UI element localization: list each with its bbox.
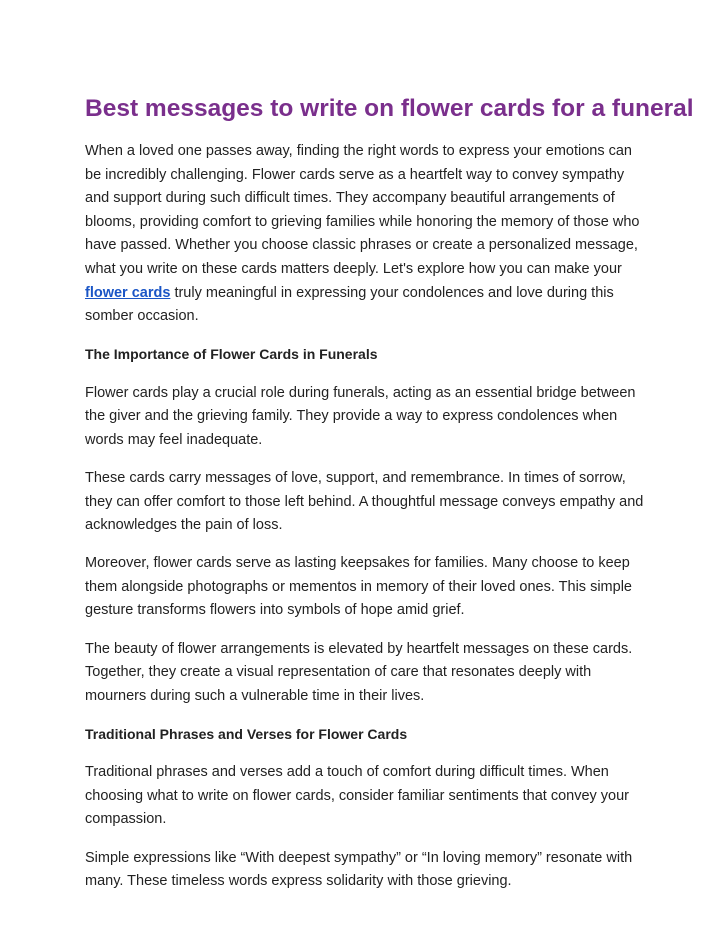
article-body [85,140,645,908]
intro-text-after-link: truly meaningful in expressing your condolences and love during this somber occasion. [85,284,614,325]
section-heading-traditional-phrases: Traditional Phrases and Verses for Flower Cards [85,726,408,743]
section-heading-importance: The Importance of Flower Cards in Funerals [85,346,378,363]
intro-paragraph [85,140,645,329]
paragraph: These cards carry messages of love, support, and remembrance. In times of sorrow, they can offer comfort to those left behind. A thoughtful message conveys empathy and acknowledges the pain of loss. [85,469,644,534]
paragraph: The beauty of flower arrangements is elevated by heartfelt messages on these cards. Together, they create a visual representation of care that resonates deeply with mourners during such a vulnerable time in their lives. [85,640,633,704]
paragraph: Traditional phrases and verses add a touch of comfort during difficult times. When choosing what to write on flower cards, consider familiar sentiments that convey your compassion. [85,764,629,828]
paragraph: Moreover, flower cards serve as lasting keepsakes for families. Many choose to keep them alongside photographs or mementos in memory of their loved ones. This simple gesture transforms flowers into symbols of hope amid grief. [85,555,632,619]
page-title: Best messages to write on flower cards for a funeral [85,95,694,122]
paragraph: Flower cards play a crucial role during funerals, acting as an essential bridge between the giver and the grieving family. They provide a way to express condolences when words may feel inadequate. [85,384,636,448]
intro-text-before-link: When a loved one passes away, finding the right words to express your emotions can be incredibly challenging. Flower cards serve as a heartfelt way to convey sympathy and support during such difficult times. They accompany beautiful arrangements of blooms, providing comfort to grieving families while honoring the memory of those who have passed. Whether you choose classic phrases or create a personalized message, what you write on these cards matters deeply. Let's explore how you can make your [85,143,640,277]
flower-cards-link[interactable]: flower cards [85,284,171,301]
paragraph: Simple expressions like “With deepest sympathy” or “In loving memory” resonate with many. These timeless words express solidarity with those grieving. [85,849,633,890]
